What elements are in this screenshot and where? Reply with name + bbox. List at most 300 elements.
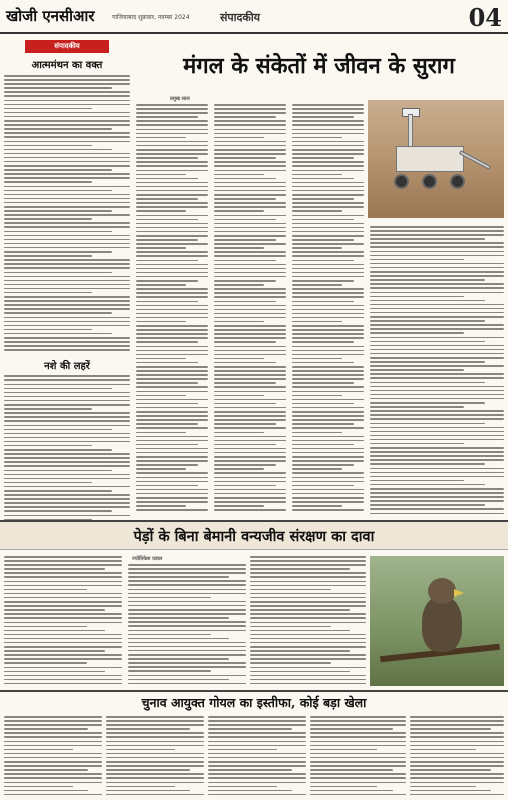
body-text-line: [292, 407, 364, 409]
body-text-line: [214, 489, 286, 491]
body-text-line: [4, 149, 112, 151]
body-text-line: [136, 165, 208, 167]
body-text-line: [292, 321, 342, 323]
body-text-line: [136, 391, 208, 393]
body-text-line: [4, 288, 130, 290]
body-text-line: [136, 174, 186, 176]
body-text-line: [208, 761, 306, 763]
body-text-line: [4, 276, 130, 278]
body-text-line: [214, 386, 286, 388]
body-text-line: [292, 292, 364, 294]
body-text-line: [292, 485, 354, 487]
body-text-line: [292, 350, 364, 352]
body-text-line: [292, 378, 364, 380]
body-text-line: [292, 198, 354, 200]
body-text-line: [410, 769, 491, 771]
body-text-line: [4, 312, 112, 314]
body-text-line: [136, 350, 208, 352]
second-author: ज्योतिकेश वडाल: [132, 556, 163, 562]
body-text-line: [4, 145, 92, 147]
body-text-line: [214, 440, 286, 442]
body-text-line: [292, 497, 364, 499]
body-text-line: [292, 194, 364, 196]
body-text-line: [214, 276, 286, 278]
body-text-line: [4, 87, 112, 89]
body-text-line: [292, 165, 364, 167]
body-text-line: [214, 333, 286, 335]
body-text-line: [292, 395, 342, 397]
body-text-line: [4, 388, 112, 390]
body-text-line: [136, 219, 198, 221]
body-text-line: [292, 272, 364, 274]
body-text-line: [370, 271, 504, 273]
body-text-line: [250, 646, 366, 648]
body-text-line: [4, 679, 122, 681]
body-text-line: [292, 399, 364, 401]
main-story-column-1: [136, 104, 208, 514]
body-text-line: [410, 728, 491, 730]
body-text-line: [106, 741, 204, 743]
body-text-line: [310, 716, 406, 718]
body-text-line: [4, 190, 112, 192]
body-text-line: [292, 260, 354, 262]
body-text-line: [410, 757, 504, 759]
second-story-column-1: [4, 556, 122, 686]
body-text-line: [208, 794, 306, 796]
body-text-line: [410, 773, 504, 775]
body-text-line: [214, 178, 276, 180]
body-text-line: [128, 646, 246, 648]
body-text-line: [4, 392, 130, 394]
body-text-line: [370, 287, 504, 289]
body-text-line: [136, 124, 208, 126]
body-text-line: [292, 452, 364, 454]
body-text-line: [214, 325, 286, 327]
body-text-line: [370, 423, 485, 425]
body-text-line: [250, 581, 366, 583]
body-text-line: [292, 157, 354, 159]
body-text-line: [310, 777, 406, 779]
body-text-line: [310, 786, 377, 788]
body-text-line: [370, 406, 464, 408]
body-text-line: [370, 345, 504, 347]
body-text-line: [310, 769, 393, 771]
third-story-column-3: [208, 716, 306, 798]
body-text-line: [370, 459, 504, 461]
body-text-line: [370, 226, 504, 228]
body-text-line: [136, 190, 208, 192]
body-text-line: [4, 441, 130, 443]
body-text-line: [214, 452, 286, 454]
body-text-line: [128, 580, 246, 582]
body-text-line: [136, 358, 186, 360]
body-text-line: [410, 720, 504, 722]
body-text-line: [4, 560, 122, 562]
body-text-line: [214, 329, 286, 331]
body-text-line: [370, 484, 485, 486]
body-text-line: [250, 683, 366, 685]
body-text-line: [310, 736, 406, 738]
body-text-line: [214, 370, 286, 372]
body-text-line: [136, 198, 198, 200]
body-text-line: [4, 226, 130, 228]
body-text-line: [4, 153, 130, 155]
body-text-line: [292, 509, 364, 511]
body-text-line: [214, 362, 276, 364]
body-text-line: [214, 280, 276, 282]
body-text-line: [4, 630, 105, 632]
body-text-line: [106, 724, 204, 726]
body-text-line: [136, 440, 208, 442]
body-text-line: [4, 449, 112, 451]
body-text-line: [310, 773, 406, 775]
body-text-line: [292, 448, 364, 450]
body-text-line: [128, 638, 229, 640]
body-text-line: [4, 136, 130, 138]
body-text-line: [136, 407, 208, 409]
body-text-line: [4, 576, 122, 578]
body-text-line: [370, 275, 504, 277]
body-text-line: [310, 765, 406, 767]
body-text-line: [370, 451, 504, 453]
body-text-line: [136, 460, 208, 462]
body-text-line: [4, 259, 130, 261]
body-text-line: [292, 112, 364, 114]
body-text-line: [214, 477, 286, 479]
body-text-line: [106, 773, 204, 775]
body-text-line: [410, 753, 504, 755]
body-text-line: [250, 638, 366, 640]
body-text-line: [370, 361, 485, 363]
body-text-line: [128, 609, 246, 611]
body-text-line: [4, 375, 130, 377]
body-text-line: [136, 292, 208, 294]
body-text-line: [292, 276, 364, 278]
body-text-line: [4, 108, 92, 110]
body-text-line: [370, 337, 504, 339]
body-text-line: [214, 472, 286, 474]
body-text-line: [250, 597, 366, 599]
body-text-line: [136, 186, 208, 188]
body-text-line: [4, 654, 122, 656]
body-text-line: [214, 133, 286, 135]
body-text-line: [128, 584, 246, 586]
body-text-line: [106, 753, 204, 755]
body-text-line: [250, 564, 366, 566]
body-text-line: [106, 765, 204, 767]
editorial-title: आत्ममंथन का वक्त: [31, 60, 103, 71]
body-text-line: [214, 317, 286, 319]
body-text-line: [214, 264, 286, 266]
body-text-line: [370, 234, 504, 236]
body-text-line: [214, 202, 286, 204]
body-text-line: [214, 141, 286, 143]
body-text-line: [214, 354, 286, 356]
body-text-line: [292, 481, 364, 483]
body-text-line: [250, 572, 366, 574]
body-text-line: [292, 288, 364, 290]
body-text-line: [370, 251, 504, 253]
body-text-line: [370, 496, 504, 498]
body-text-line: [214, 395, 264, 397]
body-text-line: [4, 769, 88, 771]
body-text-line: [370, 349, 504, 351]
body-text-line: [292, 186, 364, 188]
body-text-line: [292, 505, 342, 507]
body-text-line: [136, 411, 208, 413]
body-text-line: [136, 403, 198, 405]
body-text-line: [214, 341, 276, 343]
body-text-line: [136, 509, 208, 511]
body-text-line: [128, 605, 246, 607]
body-text-line: [208, 757, 306, 759]
body-text-line: [4, 736, 102, 738]
body-text-line: [4, 461, 130, 463]
body-text-line: [4, 206, 130, 208]
body-text-line: [208, 741, 306, 743]
body-text-line: [292, 382, 354, 384]
body-text-line: [106, 790, 190, 792]
body-text-line: [208, 765, 306, 767]
body-text-line: [214, 358, 264, 360]
body-text-line: [128, 576, 229, 578]
body-text-line: [214, 219, 276, 221]
body-text-line: [4, 141, 130, 143]
body-text-line: [136, 321, 186, 323]
body-text-line: [370, 320, 485, 322]
body-text-line: [4, 255, 92, 257]
body-text-line: [4, 247, 130, 249]
body-text-line: [136, 301, 198, 303]
body-text-line: [214, 501, 286, 503]
body-text-line: [136, 481, 208, 483]
body-text-line: [370, 312, 504, 314]
body-text-line: [370, 468, 504, 470]
body-text-line: [4, 341, 130, 343]
body-text-line: [128, 666, 246, 668]
body-text-line: [4, 75, 130, 77]
body-text-line: [4, 345, 130, 347]
body-text-line: [136, 170, 208, 172]
body-text-line: [136, 325, 208, 327]
body-text-line: [136, 104, 208, 106]
body-text-line: [128, 630, 246, 632]
body-text-line: [370, 476, 504, 478]
main-story-column-3: [292, 104, 364, 514]
editorial-body: [4, 75, 130, 353]
body-text-line: [214, 129, 286, 131]
body-text-line: [214, 108, 286, 110]
body-text-line: [136, 296, 208, 298]
body-text-line: [208, 732, 306, 734]
body-text-line: [214, 170, 286, 172]
body-text-line: [208, 777, 306, 779]
body-text-line: [128, 613, 246, 615]
body-text-line: [136, 239, 198, 241]
body-text-line: [214, 505, 264, 507]
body-text-line: [136, 333, 208, 335]
body-text-line: [292, 133, 364, 135]
body-text-line: [4, 671, 105, 673]
body-text-line: [370, 296, 464, 298]
body-text-line: [292, 239, 354, 241]
body-text-line: [250, 630, 350, 632]
body-text-line: [292, 427, 364, 429]
body-text-line: [250, 593, 366, 595]
body-text-line: [370, 292, 504, 294]
body-text-line: [136, 399, 208, 401]
body-text-line: [136, 264, 208, 266]
body-text-line: [106, 720, 204, 722]
body-text-line: [370, 427, 504, 429]
body-text-line: [214, 350, 286, 352]
body-text-line: [4, 773, 102, 775]
body-text-line: [292, 325, 364, 327]
body-text-line: [292, 354, 364, 356]
body-text-line: [4, 235, 130, 237]
body-text-line: [214, 346, 286, 348]
body-text-line: [292, 182, 364, 184]
body-text-line: [4, 91, 130, 93]
body-text-line: [292, 264, 364, 266]
body-text-line: [106, 761, 204, 763]
body-text-line: [136, 448, 208, 450]
body-text-line: [250, 609, 350, 611]
body-text-line: [292, 141, 364, 143]
body-text-line: [4, 173, 130, 175]
body-text-line: [136, 329, 208, 331]
body-text-line: [370, 279, 485, 281]
editorial-second-title: नशे की लहरें: [44, 361, 90, 373]
body-text-line: [4, 304, 130, 306]
body-text-line: [136, 137, 186, 139]
body-text-line: [4, 296, 130, 298]
body-text-line: [136, 395, 186, 397]
body-text-line: [214, 174, 264, 176]
body-text-line: [310, 728, 393, 730]
body-text-line: [250, 601, 366, 603]
body-text-line: [370, 386, 504, 388]
body-text-line: [292, 206, 364, 208]
body-text-line: [310, 724, 406, 726]
body-text-line: [4, 646, 122, 648]
body-text-line: [136, 370, 208, 372]
body-text-line: [214, 296, 286, 298]
body-text-line: [136, 260, 198, 262]
body-text-line: [310, 741, 406, 743]
body-text-line: [410, 716, 504, 718]
body-text-line: [370, 504, 485, 506]
body-text-line: [214, 161, 286, 163]
body-text-line: [410, 736, 504, 738]
body-text-line: [128, 683, 246, 685]
body-text-line: [4, 79, 130, 81]
body-text-line: [4, 794, 102, 796]
body-text-line: [410, 761, 504, 763]
body-text-line: [4, 683, 122, 685]
body-text-line: [4, 128, 112, 130]
body-text-line: [4, 165, 130, 167]
body-text-line: [370, 394, 504, 396]
body-text-line: [106, 794, 204, 796]
body-text-line: [4, 222, 130, 224]
body-text-line: [136, 305, 208, 307]
body-text-line: [370, 513, 504, 514]
body-text-line: [214, 493, 286, 495]
body-text-line: [128, 617, 229, 619]
body-text-line: [208, 720, 306, 722]
body-text-line: [370, 263, 504, 265]
body-text-line: [410, 782, 504, 784]
body-text-line: [214, 165, 286, 167]
body-text-line: [292, 472, 364, 474]
body-text-line: [136, 255, 208, 257]
body-text-line: [310, 794, 406, 796]
body-text-line: [136, 464, 198, 466]
body-text-line: [4, 650, 105, 652]
body-text-line: [136, 456, 208, 458]
body-text-line: [4, 589, 87, 591]
body-text-line: [128, 589, 246, 591]
body-text-line: [292, 108, 364, 110]
body-text-line: [370, 259, 464, 261]
third-headline: चुनाव आयुक्त गोयल का इस्तीफा, कोई बड़ा खेला: [0, 690, 508, 712]
body-text-line: [136, 501, 208, 503]
body-text-line: [214, 444, 276, 446]
body-text-line: [4, 329, 92, 331]
body-text-line: [208, 769, 292, 771]
body-text-line: [136, 120, 208, 122]
body-text-line: [250, 658, 366, 660]
body-text-line: [250, 613, 366, 615]
body-text-line: [4, 412, 130, 414]
body-text-line: [4, 292, 92, 294]
body-text-line: [106, 732, 204, 734]
body-text-line: [250, 634, 366, 636]
body-text-line: [292, 366, 364, 368]
body-text-line: [136, 235, 208, 237]
body-text-line: [4, 429, 112, 431]
body-text-line: [214, 288, 286, 290]
body-text-line: [136, 444, 198, 446]
body-text-line: [292, 386, 364, 388]
body-text-line: [214, 313, 286, 315]
body-text-line: [136, 497, 208, 499]
body-text-line: [4, 510, 112, 512]
body-text-line: [4, 720, 102, 722]
body-text-line: [4, 482, 92, 484]
body-text-line: [292, 280, 354, 282]
body-text-line: [4, 437, 130, 439]
body-text-line: [4, 218, 92, 220]
body-text-line: [214, 448, 286, 450]
body-text-line: [4, 396, 130, 398]
body-text-line: [4, 194, 130, 196]
body-text-line: [128, 564, 246, 566]
body-text-line: [136, 472, 208, 474]
body-text-line: [250, 576, 366, 578]
body-text-line: [292, 341, 354, 343]
body-text-line: [136, 436, 208, 438]
body-text-line: [292, 129, 364, 131]
body-text-line: [4, 601, 122, 603]
body-text-line: [214, 247, 264, 249]
body-text-line: [136, 202, 208, 204]
body-text-line: [370, 308, 504, 310]
body-text-line: [310, 782, 406, 784]
body-text-line: [370, 418, 504, 420]
body-text-line: [214, 182, 286, 184]
